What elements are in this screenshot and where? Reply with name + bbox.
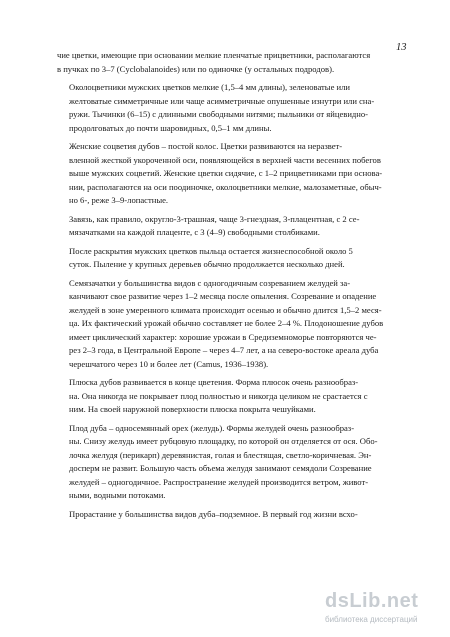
paragraph bbox=[57, 508, 382, 522]
text-line: Плюска дубов развивается в конце цветения. Форма плюсок очень разнообраз- bbox=[69, 377, 359, 387]
text-line: черешчатого через 10 и более лет (Camus, 1936–1938). bbox=[69, 358, 269, 369]
watermark bbox=[325, 590, 445, 630]
text-line: ним. На своей наружной поверхности плюска покрыта чешуйками. bbox=[69, 404, 316, 414]
text-line: желтоватые симметричные или чаще асимметричные опушенные изнутри или сна- bbox=[69, 95, 375, 106]
watermark-logo: dsLib.net bbox=[325, 590, 419, 612]
document-body bbox=[57, 49, 382, 521]
watermark-subtitle: библиотека диссертаций bbox=[325, 615, 418, 624]
paragraph bbox=[57, 81, 382, 135]
text-line: рез 2–3 года, в Центральной Европе – через 4–7 лет, а на северо-востоке ареала дуба bbox=[69, 345, 379, 355]
text-line: досперм не развит. Большую часть объема желудя занимают семядоли Созревание bbox=[69, 463, 372, 473]
text-line: Околоцветники мужских цветков мелкие (1,5–4 мм длины), зеленоватые или bbox=[69, 82, 351, 92]
text-line: желудей – одногодичное. Распространение желудей производится ветром, живот- bbox=[69, 476, 369, 487]
paragraph bbox=[57, 245, 382, 272]
text-line: Плод дуба – односемянный орех (желудь). Формы желудей очень разнообраз- bbox=[69, 422, 355, 433]
text-line: желудей в зоне умеренного климата происходит осенью и обычно длится 1,5–2 меся- bbox=[69, 304, 382, 315]
paragraph bbox=[57, 49, 382, 76]
text-line: канчивают свое развитие через 1–2 месяца после опыления. Созревание и опадение bbox=[69, 291, 377, 301]
text-line: чие цветки, имеющие при основании мелкие пленчатые прицветники, располагаются bbox=[57, 50, 371, 60]
text-line: ца. Их фактический урожай обычно составляет не более 2–4 %. Плодоношение дубов bbox=[69, 318, 384, 328]
text-line: на. Она никогда не покрывает плод полностью и никогда целиком не срастается с bbox=[69, 390, 368, 401]
text-line: Семязачатки у большинства видов с одногодичным созреванием желудей за- bbox=[69, 277, 351, 288]
text-line: в пучках по 3–7 (Cyclobalanoides) или по одиночке (у остальных подродов). bbox=[57, 63, 335, 74]
text-line: выше мужских соцветий. Женские цветки сидячие, с 1–2 прицветниками при основа- bbox=[69, 168, 383, 178]
paragraph bbox=[57, 140, 382, 208]
paragraph bbox=[57, 422, 382, 503]
text-line: ны. Снизу желудь имеет рубцовую площадку, по которой он отделяется от ося. Обо- bbox=[69, 436, 378, 446]
text-line: мязачатками на каждой плаценте, с 3 (4–9) свободными столбиками. bbox=[69, 227, 320, 237]
text-line: После раскрытия мужских цветков пыльца остается жизнеспособной около 5 bbox=[69, 245, 353, 256]
paragraph bbox=[57, 213, 382, 240]
text-line: Женские соцветия дубов – постой колос. Цветки развиваются на неразвет- bbox=[69, 141, 343, 151]
text-line: имеет циклический характер: хорошие урожаи в Средиземноморье повторяются че- bbox=[69, 331, 377, 342]
text-line: нии, располагаются на оси поодиночке, околоцветники мелкие, малозаметные, обыч- bbox=[69, 181, 382, 192]
text-line: лочка желудя (перикарп) деревянистая, голая и блестящая, светло-коричневая. Эн- bbox=[69, 449, 372, 460]
text-line: ными, водными потоками. bbox=[69, 490, 166, 500]
text-line: продолговатых до почти шаровидных, 0,5–1 мм длины. bbox=[69, 122, 272, 133]
paragraph bbox=[57, 376, 382, 417]
text-line: вленной жесткой укороченной оси, появляющейся в верхней части весенних побегов bbox=[69, 154, 381, 165]
text-line: Прорастание у большинства видов дуба–подземное. В первый год жизни всхо- bbox=[69, 508, 358, 519]
paragraph bbox=[57, 277, 382, 372]
text-line: Завязь, как правило, округло-3-трашная, чаще 3-гнездная, 3-плацентная, с 2 се- bbox=[69, 213, 360, 224]
text-line: но 6-, реже 3–9-лопастные. bbox=[69, 195, 169, 205]
text-line: ружи. Тычинки (6–15) с длинными свободными нитями; пыльники от яйцевидно- bbox=[69, 109, 369, 119]
page-number: 13 bbox=[396, 42, 407, 53]
text-line: суток. Пыление у крупных деревьев обычно продолжается несколько дней. bbox=[69, 259, 345, 269]
